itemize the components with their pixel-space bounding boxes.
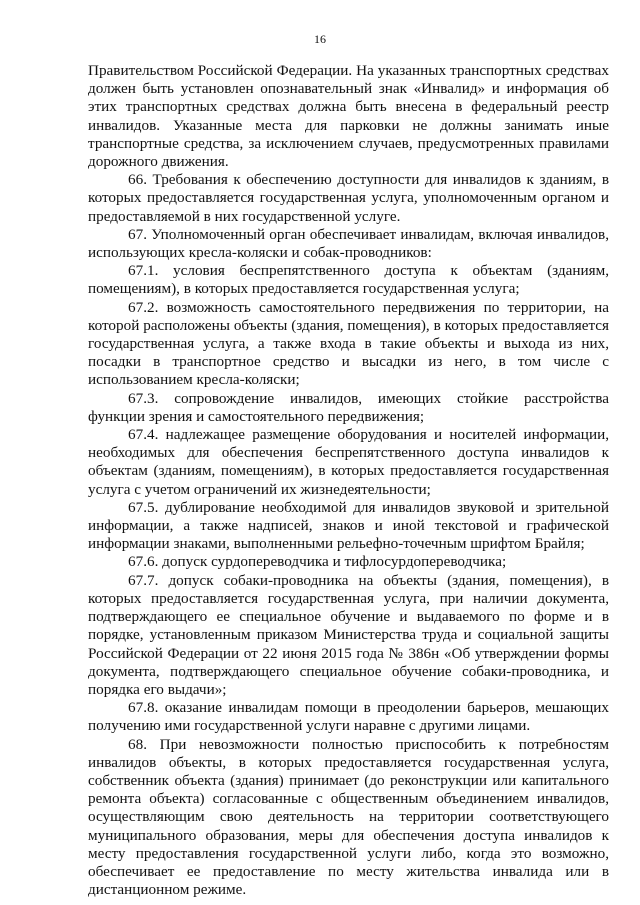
paragraph-67-7: 67.7. допуск собаки-проводника на объекты (здания, помещения), в которых предоставляется государственная услуга, при наличии документа, подтверждающего ее специальное обучение и выдаваемого по форме и в порядке, установленным приказом Министерства труда и социальной защиты Российской Федерации от 22 июня 2015 года № 386н «Об утверждении формы документа, подтверждающего специальное обучение собаки-проводника, и порядка его выдачи»; xyxy=(88,571,609,698)
paragraph-67: 67. Уполномоченный орган обеспечивает инвалидам, включая инвалидов, использующих кресла-коляски и собак-проводников: xyxy=(88,225,609,262)
paragraph-67-4: 67.4. надлежащее размещение оборудования и носителей информации, необходимых для обеспечения беспрепятственного доступа инвалидов к объектам (зданиям, помещениям), в которых предоставляется государственная услуга с учетом ограничений их жизнедеятельности; xyxy=(88,426,609,498)
paragraph-intro: Правительством Российской Федерации. На указанных транспортных средствах должен быть установлен опознавательный знак «Инвалид» и информация об этих транспортных средствах должна быть внесена в федеральный реестр инвалидов. Указанные места для парковки не должны занимать иные транспортные средства, за исключением случаев, предусмотренных правилами дорожного движения. xyxy=(88,62,609,171)
paragraph-67-6: 67.6. допуск сурдопереводчика и тифлосурдопереводчика; xyxy=(128,553,507,571)
page-number: 16 xyxy=(314,32,326,46)
paragraph-67-8: 67.8. оказание инвалидам помощи в преодолении барьеров, мешающих получению ими государственной услуги наравне с другими лицами. xyxy=(88,699,609,735)
paragraph-67-1: 67.1. условия беспрепятственного доступа к объектам (зданиям, помещениям), в которых предоставляется государственная услуга; xyxy=(88,262,609,298)
document-body xyxy=(88,62,609,899)
paragraph-68: 68. При невозможности полностью приспособить к потребностям инвалидов объекты, в которых предоставляется государственная услуга, собственник объекта (здания) принимает (до реконструкции или капитального ремонта объекта) согласованные с общественным объединением инвалидов, осуществляющим свою деятельность на территории соответствующего муниципального образования, меры для обеспечения доступа инвалидов к месту предоставления государственной услуги либо, когда это возможно, обеспечивает ее предоставление по месту жительства инвалида или в дистанционном режиме. xyxy=(88,735,609,899)
paragraph-67-2: 67.2. возможность самостоятельного передвижения по территории, на которой расположены объекты (здания, помещения), в которых предоставляется государственная услуга, а также входа в такие объекты и выхода из них, посадки в транспортное средство и высадки из него, в том числе с использованием кресла-коляски; xyxy=(88,298,609,389)
paragraph-66: 66. Требования к обеспечению доступности для инвалидов к зданиям, в которых предоставляется государственная услуга, уполномоченным органом и предоставляемой в них государственной услуге. xyxy=(88,171,609,225)
paragraph-67-3: 67.3. сопровождение инвалидов, имеющих стойкие расстройства функции зрения и самостоятельного передвижения; xyxy=(88,389,609,425)
paragraph-67-5: 67.5. дублирование необходимой для инвалидов звуковой и зрительной информации, а также надписей, знаков и иной текстовой и графической информации знаками, выполненными рельефно-точечным шрифтом Брайля; xyxy=(88,498,609,553)
